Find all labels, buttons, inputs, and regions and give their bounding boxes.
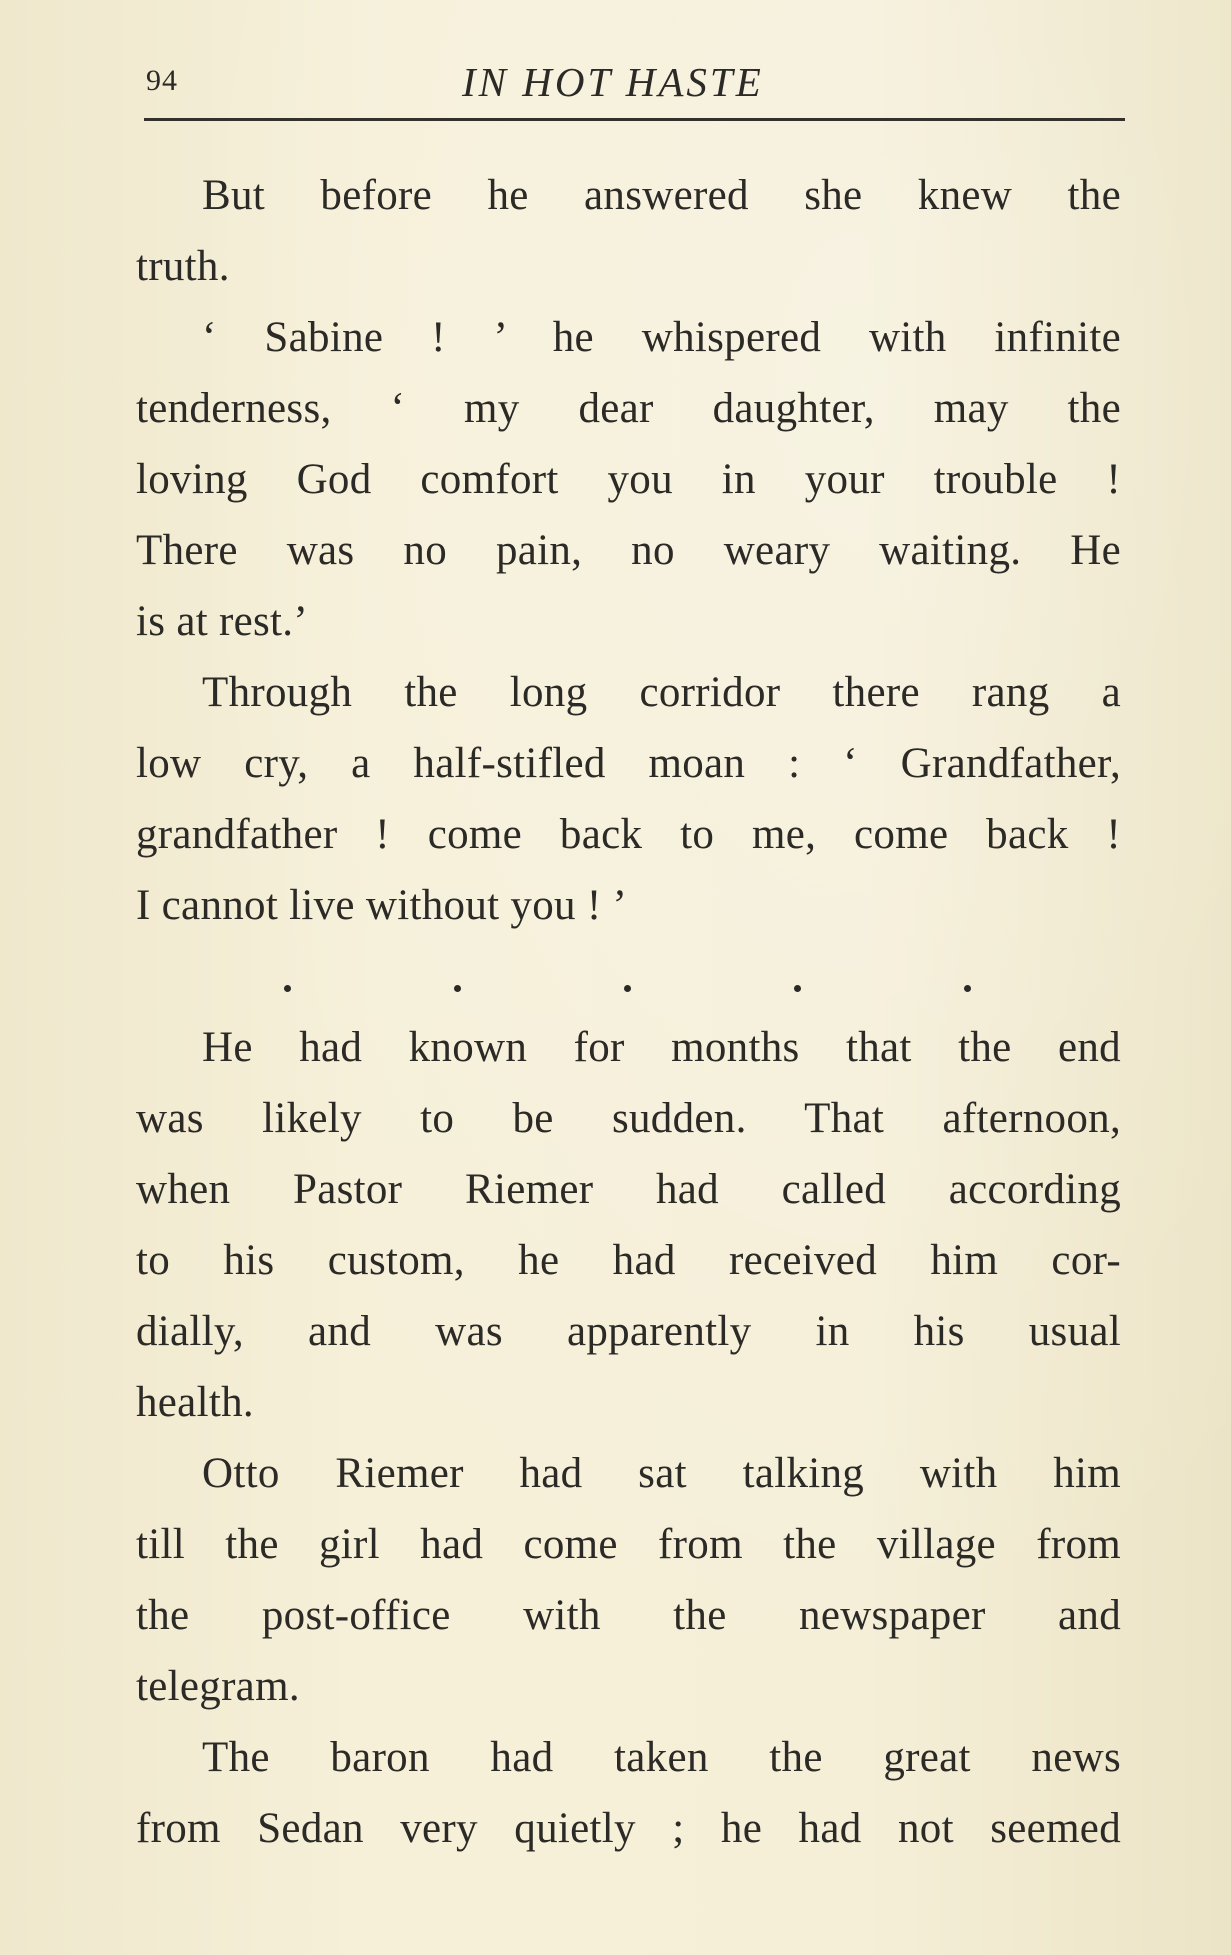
page-header	[140, 52, 1125, 112]
text-line: from Sedan very quietly ; he had not seemed	[136, 1805, 1121, 1852]
text-line: when Pastor Riemer had called according	[136, 1166, 1121, 1213]
text-line: He had known for months that the end	[202, 1024, 1121, 1071]
text-line: telegram.	[136, 1663, 300, 1710]
text-line: loving God comfort you in your trouble !	[136, 456, 1121, 503]
text-line: to his custom, he had received him cor-	[136, 1237, 1121, 1284]
body-text	[136, 160, 1121, 1864]
text-line: is at rest.’	[136, 598, 308, 645]
text-line: There was no pain, no weary waiting. He	[136, 527, 1121, 574]
text-line: truth.	[136, 243, 230, 290]
running-title: IN HOT HASTE	[462, 59, 764, 105]
page-number: 94	[146, 64, 178, 97]
text-line: was likely to be sudden. That afternoon,	[136, 1095, 1121, 1142]
text-line: But before he answered she knew the	[202, 172, 1121, 219]
ellipsis-dot	[964, 985, 971, 992]
text-line: dially, and was apparently in his usual	[136, 1308, 1121, 1355]
ellipsis-dot	[454, 985, 461, 992]
text-line: grandfather ! come back to me, come back !	[136, 811, 1121, 858]
ellipsis-dot	[624, 985, 631, 992]
text-line: ‘ Sabine ! ’ he whispered with infinite	[202, 314, 1121, 361]
text-line: health.	[136, 1379, 254, 1426]
text-line: the post-office with the newspaper and	[136, 1592, 1121, 1639]
text-line: low cry, a half-stifled moan : ‘ Grandfather,	[136, 740, 1121, 787]
ellipsis-dot	[794, 985, 801, 992]
text-line: The baron had taken the great news	[202, 1734, 1121, 1781]
section-break	[136, 941, 1121, 1012]
text-line: tenderness, ‘ my dear daughter, may the	[136, 385, 1121, 432]
header-rule	[144, 118, 1125, 121]
text-line: Through the long corridor there rang a	[202, 669, 1121, 716]
text-line: I cannot live without you ! ’	[136, 882, 628, 929]
text-line: till the girl had come from the village from	[136, 1521, 1121, 1568]
text-line: Otto Riemer had sat talking with him	[202, 1450, 1121, 1497]
ellipsis-dot	[284, 985, 291, 992]
